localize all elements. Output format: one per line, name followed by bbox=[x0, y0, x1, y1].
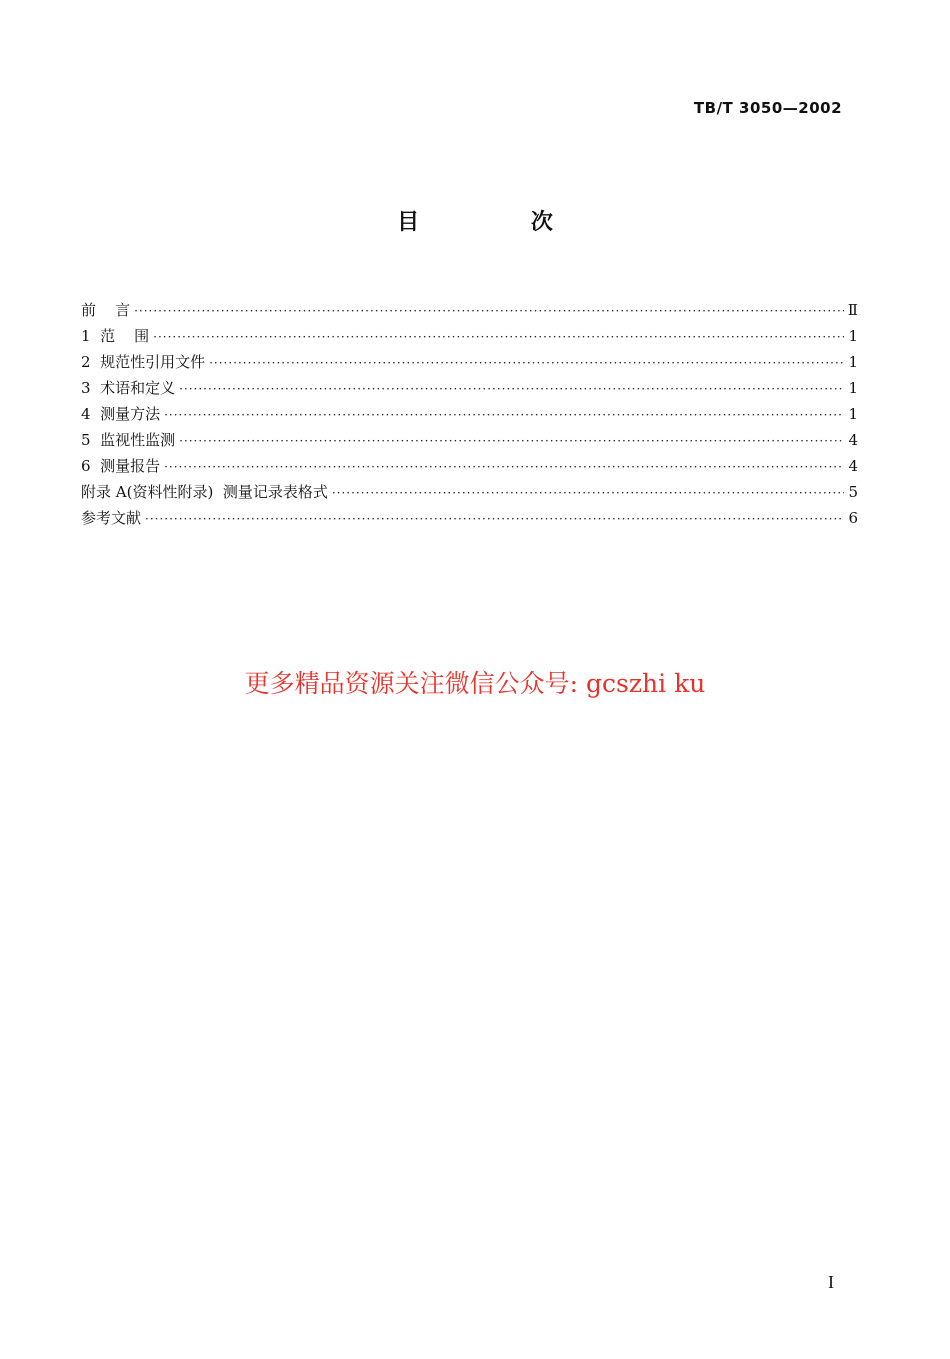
toc-entry-page: 1 bbox=[848, 405, 858, 423]
toc-entry-foreword[interactable] bbox=[81, 299, 858, 325]
toc-entry-page: 4 bbox=[848, 431, 858, 449]
toc-entry-measurement-report[interactable] bbox=[81, 455, 858, 481]
page-number: I bbox=[828, 1272, 834, 1292]
toc-title: 目 次 bbox=[397, 210, 605, 235]
toc-entry-label: 1 范 围 bbox=[81, 327, 150, 345]
toc-leader-dots bbox=[332, 486, 844, 500]
toc-entry-measurement-method[interactable] bbox=[81, 403, 858, 429]
toc-leader-dots bbox=[164, 408, 844, 422]
toc-entry-label: 4 测量方法 bbox=[81, 405, 161, 423]
toc-entry-page: 5 bbox=[848, 483, 858, 501]
table-of-contents bbox=[81, 299, 858, 533]
toc-entry-page: 1 bbox=[848, 353, 858, 371]
toc-leader-dots bbox=[179, 434, 844, 448]
toc-entry-page: 6 bbox=[848, 509, 858, 527]
toc-entry-label: 2 规范性引用文件 bbox=[81, 353, 206, 371]
toc-leader-dots bbox=[134, 304, 844, 318]
toc-entry-surveillance-monitoring[interactable] bbox=[81, 429, 858, 455]
toc-entry-label: 前 言 bbox=[81, 301, 131, 319]
promo-watermark-text: 更多精品资源关注微信公众号: gcszhi ku bbox=[244, 669, 706, 698]
toc-leader-dots bbox=[179, 382, 844, 396]
toc-leader-dots bbox=[153, 330, 844, 344]
toc-entry-normative-references[interactable] bbox=[81, 351, 858, 377]
toc-entry-label: 附录 A(资料性附录) 测量记录表格式 bbox=[81, 483, 328, 501]
toc-leader-dots bbox=[164, 460, 844, 474]
toc-leader-dots bbox=[209, 356, 844, 370]
toc-entry-label: 5 监视性监测 bbox=[81, 431, 176, 449]
toc-entry-page: 4 bbox=[848, 457, 858, 475]
toc-entry-bibliography[interactable] bbox=[81, 507, 858, 533]
toc-entry-label: 6 测量报告 bbox=[81, 457, 161, 475]
toc-entry-appendix-a[interactable] bbox=[81, 481, 858, 507]
toc-entry-terms-definitions[interactable] bbox=[81, 377, 858, 403]
toc-entry-page: 1 bbox=[848, 379, 858, 397]
toc-entry-page: 1 bbox=[848, 327, 858, 345]
toc-leader-dots bbox=[145, 512, 844, 526]
standard-code: TB/T 3050—2002 bbox=[693, 99, 842, 117]
toc-entry-label: 参考文献 bbox=[81, 509, 142, 527]
toc-entry-label: 3 术语和定义 bbox=[81, 379, 176, 397]
toc-entry-page: Ⅱ bbox=[847, 301, 858, 319]
toc-entry-scope[interactable] bbox=[81, 325, 858, 351]
